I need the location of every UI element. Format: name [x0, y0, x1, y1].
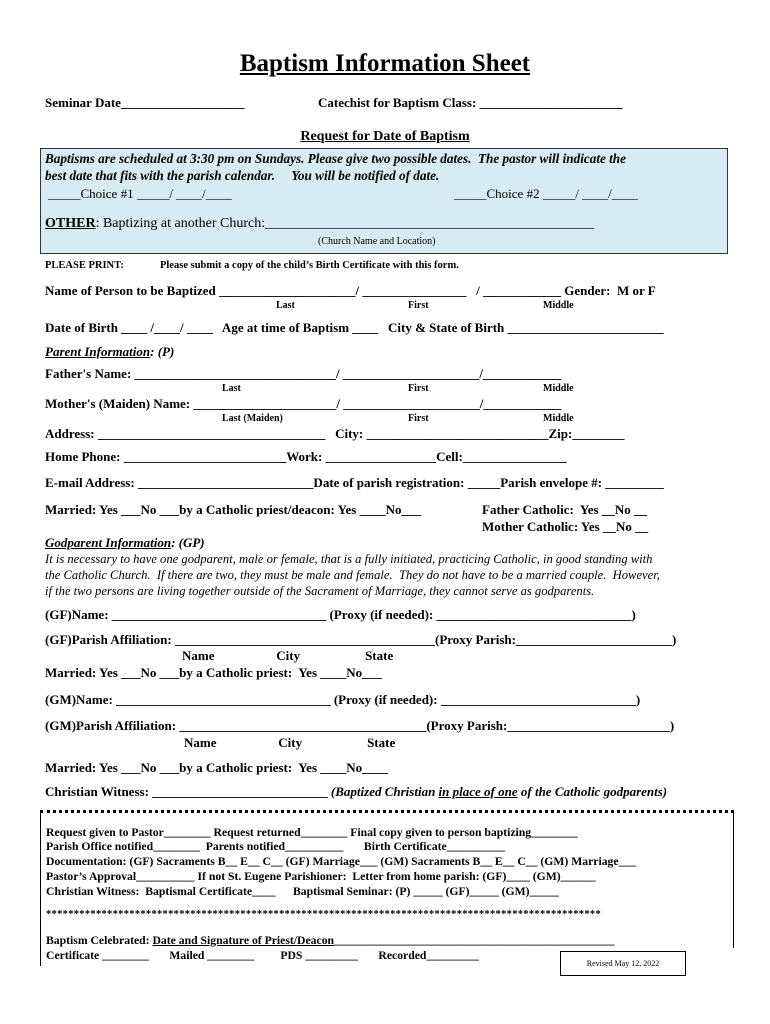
- godparent-heading-suffix: : (GP): [171, 535, 205, 550]
- witness-note-b: in place of one: [438, 784, 518, 799]
- christian-witness-row[interactable]: [45, 784, 667, 800]
- godparent-text-line3: if the two persons are living together outside of the Sacrament of Marriage, they cannot serve as godparents.: [45, 584, 595, 598]
- address-field[interactable]: Address: ___________________________________ City: ____________________________Zip:________: [45, 426, 625, 441]
- christian-witness-field[interactable]: Christian Witness: ___________________________: [45, 784, 331, 799]
- person-first-label: First: [408, 300, 429, 311]
- catechist-field[interactable]: Catechist for Baptism Class: ______________________: [318, 95, 623, 110]
- father-last-label: Last: [222, 383, 241, 394]
- mother-first-label: First: [408, 413, 429, 424]
- person-middle-label: Middle: [543, 300, 574, 311]
- person-name-field[interactable]: Name of Person to be Baptized _____________________/ ________________ / ____________ Gender: M or F: [45, 283, 656, 298]
- person-last-label: Last: [276, 300, 295, 311]
- baptism-celebrated-line: ________________________________________________: [334, 934, 615, 947]
- gf-name-field[interactable]: (GF)Name: _________________________________ (Proxy (if needed): ______________________________): [45, 607, 636, 622]
- gm-name-field[interactable]: (GM)Name: _________________________________ (Proxy (if needed): ______________________________): [45, 692, 641, 707]
- office-line-5: Christian Witness: Baptismal Certificate____ Baptismal Seminar: (P) _____ (GF)_____ (GM)_____: [46, 885, 559, 898]
- request-text-line2: best date that fits with the parish calendar. You will be notified of date.: [45, 168, 440, 183]
- mother-middle-label: Middle: [543, 413, 574, 424]
- father-first-label: First: [408, 383, 429, 394]
- witness-note-a: (Baptized Christian: [330, 784, 439, 799]
- office-separator: ****************************************************************************************************: [46, 909, 601, 920]
- mother-last-label: Last (Maiden): [222, 413, 283, 424]
- please-print-label: PLEASE PRINT:: [45, 260, 124, 271]
- mother-catholic-field[interactable]: Mother Catholic: Yes __No __: [482, 519, 649, 534]
- gf-married-field[interactable]: Married: Yes ___No ___by a Catholic priest: Yes ____No___: [45, 665, 382, 680]
- other-church-row[interactable]: [45, 216, 594, 232]
- father-name-field[interactable]: Father's Name: _______________________________/ _____________________/____________: [45, 366, 562, 381]
- gf-parish-sublabels: Name City State: [182, 648, 394, 663]
- gf-parish-field[interactable]: (GF)Parish Affiliation: ________________________________________(Proxy Parish:________________________): [45, 632, 677, 647]
- date-of-birth-field[interactable]: Date of Birth ____ /____/ ____ Age at time of Baptism ____ City & State of Birth ________________________: [45, 320, 664, 335]
- parent-heading: [45, 344, 174, 360]
- father-middle-label: Middle: [543, 383, 574, 394]
- revised-date: Revised May 12, 2022: [560, 951, 686, 976]
- other-church-hint: (Church Name and Location): [318, 236, 436, 247]
- baptism-celebrated-underline: Date and Signature of Priest/Deacon: [152, 934, 335, 947]
- parent-heading-suffix: : (P): [150, 344, 175, 359]
- parent-heading-label: Parent Information: [45, 344, 151, 359]
- request-text-line1: Baptisms are scheduled at 3:30 pm on Sundays. Please give two possible dates. The pastor will indicate the: [45, 151, 626, 166]
- office-line-1: Request given to Pastor________ Request returned________ Final copy given to person baptizing________: [46, 826, 578, 839]
- godparent-text-line2: the Catholic Church. If there are two, they must be male and female. They do not have to be a married couple. However,: [45, 568, 660, 582]
- request-heading: Request for Date of Baptism: [300, 129, 470, 144]
- gm-married-field[interactable]: Married: Yes ___No ___by a Catholic priest: Yes ____No____: [45, 760, 389, 775]
- choice-1-field[interactable]: _____Choice #1 _____/ ____/____: [48, 186, 232, 201]
- gm-parish-field[interactable]: (GM)Parish Affiliation: ______________________________________(Proxy Parish:_________________________): [45, 718, 675, 733]
- email-field[interactable]: E-mail Address: ___________________________Date of parish registration: _____Parish envelope #: _________: [45, 475, 664, 490]
- parents-married-field[interactable]: Married: Yes ___No ___by a Catholic priest/deacon: Yes ____No___: [45, 502, 421, 517]
- baptism-celebrated-label: Baptism Celebrated:: [46, 934, 153, 947]
- please-print-text: Please submit a copy of the child’s Birth Certificate with this form.: [160, 260, 459, 271]
- certificate-row: Certificate ________ Mailed ________ PDS _________ Recorded_________: [46, 949, 480, 962]
- baptism-celebrated-row: [46, 934, 615, 948]
- page-title: Baptism Information Sheet: [239, 50, 531, 77]
- choice-2-field[interactable]: _____Choice #2 _____/ ____/____: [454, 186, 638, 201]
- witness-note-c: of the Catholic godparents): [517, 784, 668, 799]
- other-church-field[interactable]: : Baptizing at another Church:_______________________________________________: [95, 216, 595, 231]
- godparent-heading-label: Godparent Information: [45, 535, 172, 550]
- godparent-heading: [45, 535, 205, 551]
- seminar-date-field[interactable]: Seminar Date___________________: [45, 95, 245, 110]
- other-label: OTHER: [45, 216, 96, 231]
- phone-field[interactable]: Home Phone: _________________________Work: _________________Cell:________________: [45, 449, 567, 464]
- office-box-right-border: [733, 812, 734, 948]
- godparent-text-line1: It is necessary to have one godparent, male or female, that is a fully initiated, practicing Catholic, in good standing with: [45, 552, 653, 566]
- office-line-3: Documentation: (GF) Sacraments B__ E__ C__ (GF) Marriage___ (GM) Sacraments B__ E__ C__ (GM) Marriage___: [46, 855, 637, 868]
- gm-parish-sublabels: Name City State: [184, 735, 396, 750]
- father-catholic-field[interactable]: Father Catholic: Yes __No __: [482, 502, 648, 517]
- mother-name-field[interactable]: Mother's (Maiden) Name: ______________________/ _____________________/____________: [45, 396, 562, 411]
- office-line-4: Pastor’s Approval__________ If not St. Eugene Parishioner: Letter from home parish: (GF)____ (GM)______: [46, 870, 596, 883]
- office-line-2: Parish Office notified________ Parents notified__________ Birth Certificate__________: [46, 840, 506, 853]
